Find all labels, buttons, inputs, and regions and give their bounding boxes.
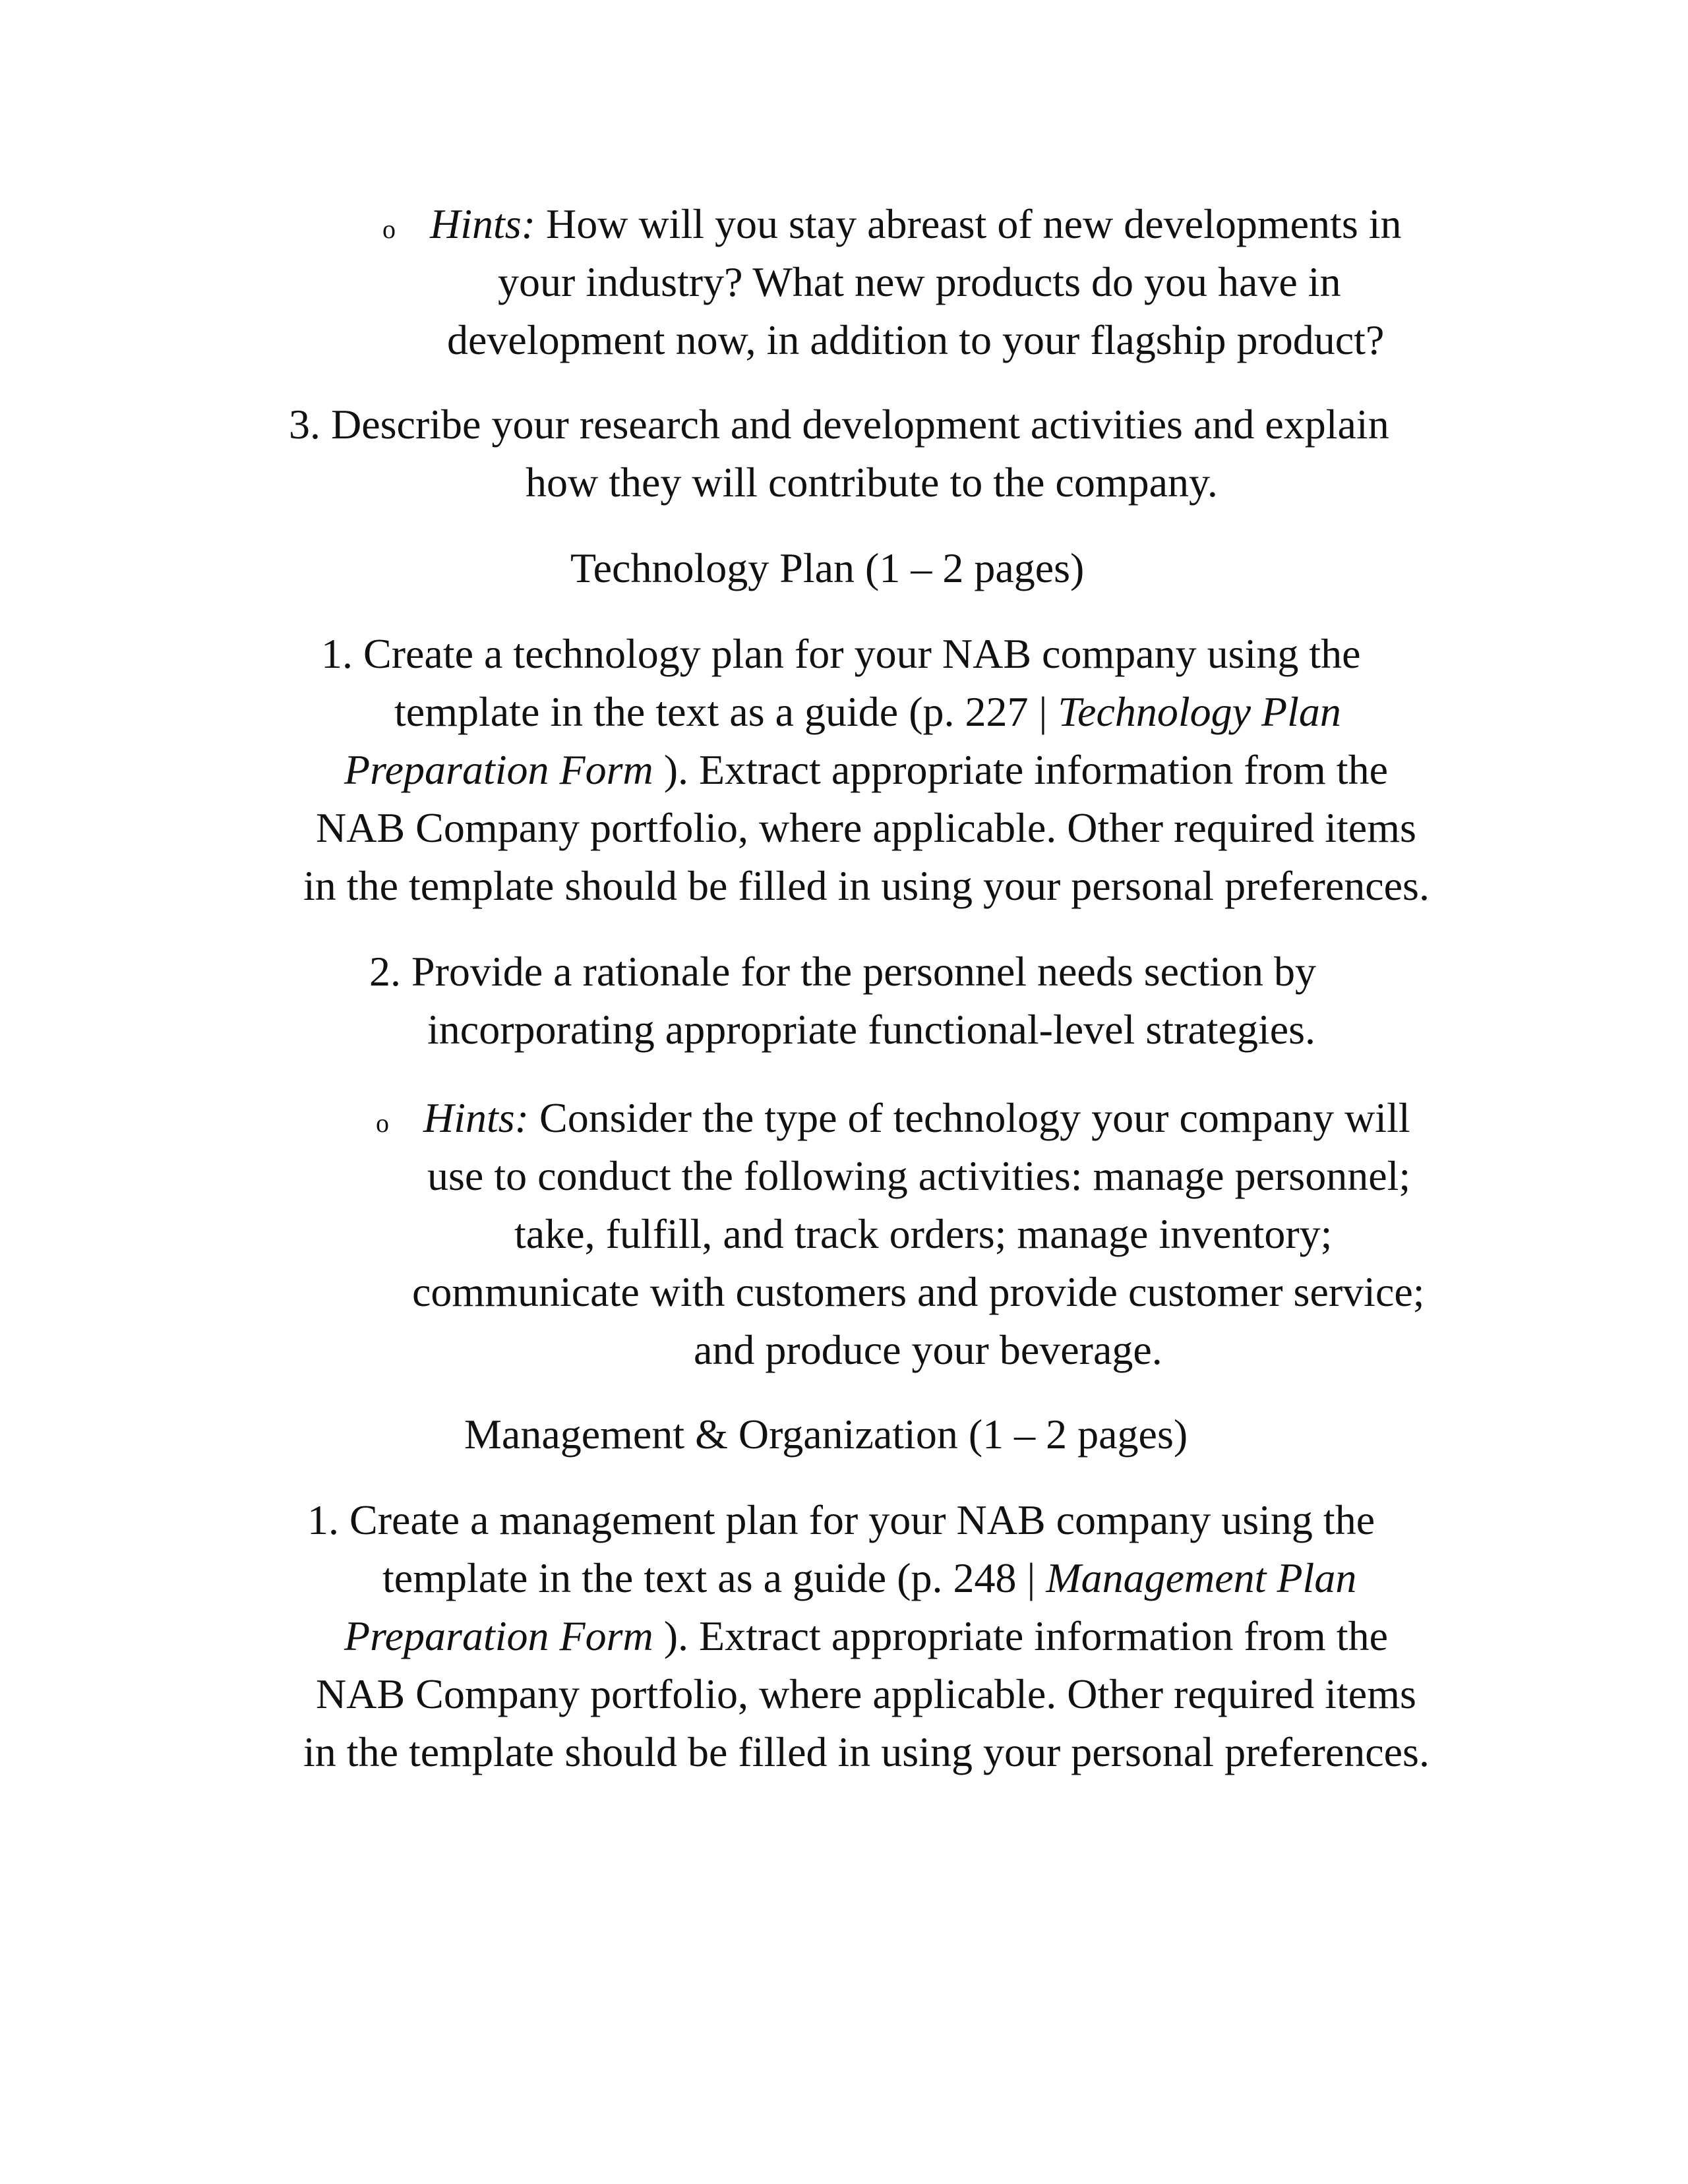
hint-line: use to conduct the following activities: manage personnel; [427, 1152, 1411, 1199]
hint-text: Consider the type of technology your company will [539, 1094, 1410, 1141]
list-text: Create a management plan for your NAB company using the [349, 1496, 1375, 1543]
list-item-line [307, 1496, 1375, 1543]
list-item-line: how they will contribute to the company. [526, 459, 1218, 506]
list-item-line: NAB Company portfolio, where applicable. Other required items [316, 1670, 1416, 1717]
section-heading-management: Management & Organization (1 – 2 pages) [464, 1411, 1188, 1458]
hint-line [423, 1094, 1410, 1141]
hint-label: Hints: [430, 200, 535, 247]
list-text: ). Extract appropriate information from the [663, 746, 1388, 793]
hint-label: Hints: [423, 1094, 529, 1141]
list-text: template in the text as a guide (p. 227 | [394, 688, 1048, 735]
list-item-line [369, 948, 1316, 995]
list-text: Create a technology plan for your NAB company using the [363, 630, 1361, 677]
hint-line [430, 200, 1402, 247]
hint-bullet: o [382, 214, 396, 244]
list-text: ). Extract appropriate information from the [663, 1612, 1388, 1659]
list-item-line [321, 630, 1361, 677]
list-item-line [344, 746, 1388, 793]
form-title: Preparation Form [344, 746, 653, 793]
list-item-line: in the template should be filled in using your personal preferences. [303, 1728, 1430, 1775]
list-item-line [289, 403, 1389, 446]
form-title: Technology Plan [1058, 688, 1341, 735]
section-heading-technology: Technology Plan (1 – 2 pages) [570, 545, 1085, 591]
hint-text: How will you stay abreast of new developments in [546, 200, 1402, 247]
list-number: 1. [307, 1496, 339, 1543]
list-item-line [394, 688, 1341, 735]
form-title: Management Plan [1046, 1554, 1357, 1601]
list-item-line [382, 1554, 1357, 1601]
list-number: 1. [321, 630, 353, 677]
list-item-line: incorporating appropriate functional-level strategies. [427, 1006, 1316, 1053]
list-item-line: NAB Company portfolio, where applicable. Other required items [316, 804, 1416, 851]
hint-line: your industry? What new products do you have in [498, 258, 1341, 305]
hint-line: and produce your beverage. [694, 1326, 1162, 1373]
hint-bullet: o [376, 1108, 389, 1138]
list-number: 2. [369, 948, 401, 995]
list-number: 3. [289, 401, 320, 448]
list-text: Provide a rationale for the personnel needs section by [411, 948, 1316, 995]
hint-line: development now, in addition to your flagship product? [447, 316, 1385, 363]
hint-line: communicate with customers and provide customer service; [412, 1268, 1425, 1315]
list-item-line [344, 1612, 1388, 1659]
list-text: template in the text as a guide (p. 248 | [382, 1554, 1036, 1601]
list-item-line: in the template should be filled in using your personal preferences. [303, 862, 1430, 909]
hint-line: take, fulfill, and track orders; manage inventory; [514, 1210, 1333, 1257]
list-text: Describe your research and development activities and explain [331, 401, 1389, 448]
form-title: Preparation Form [344, 1612, 653, 1659]
